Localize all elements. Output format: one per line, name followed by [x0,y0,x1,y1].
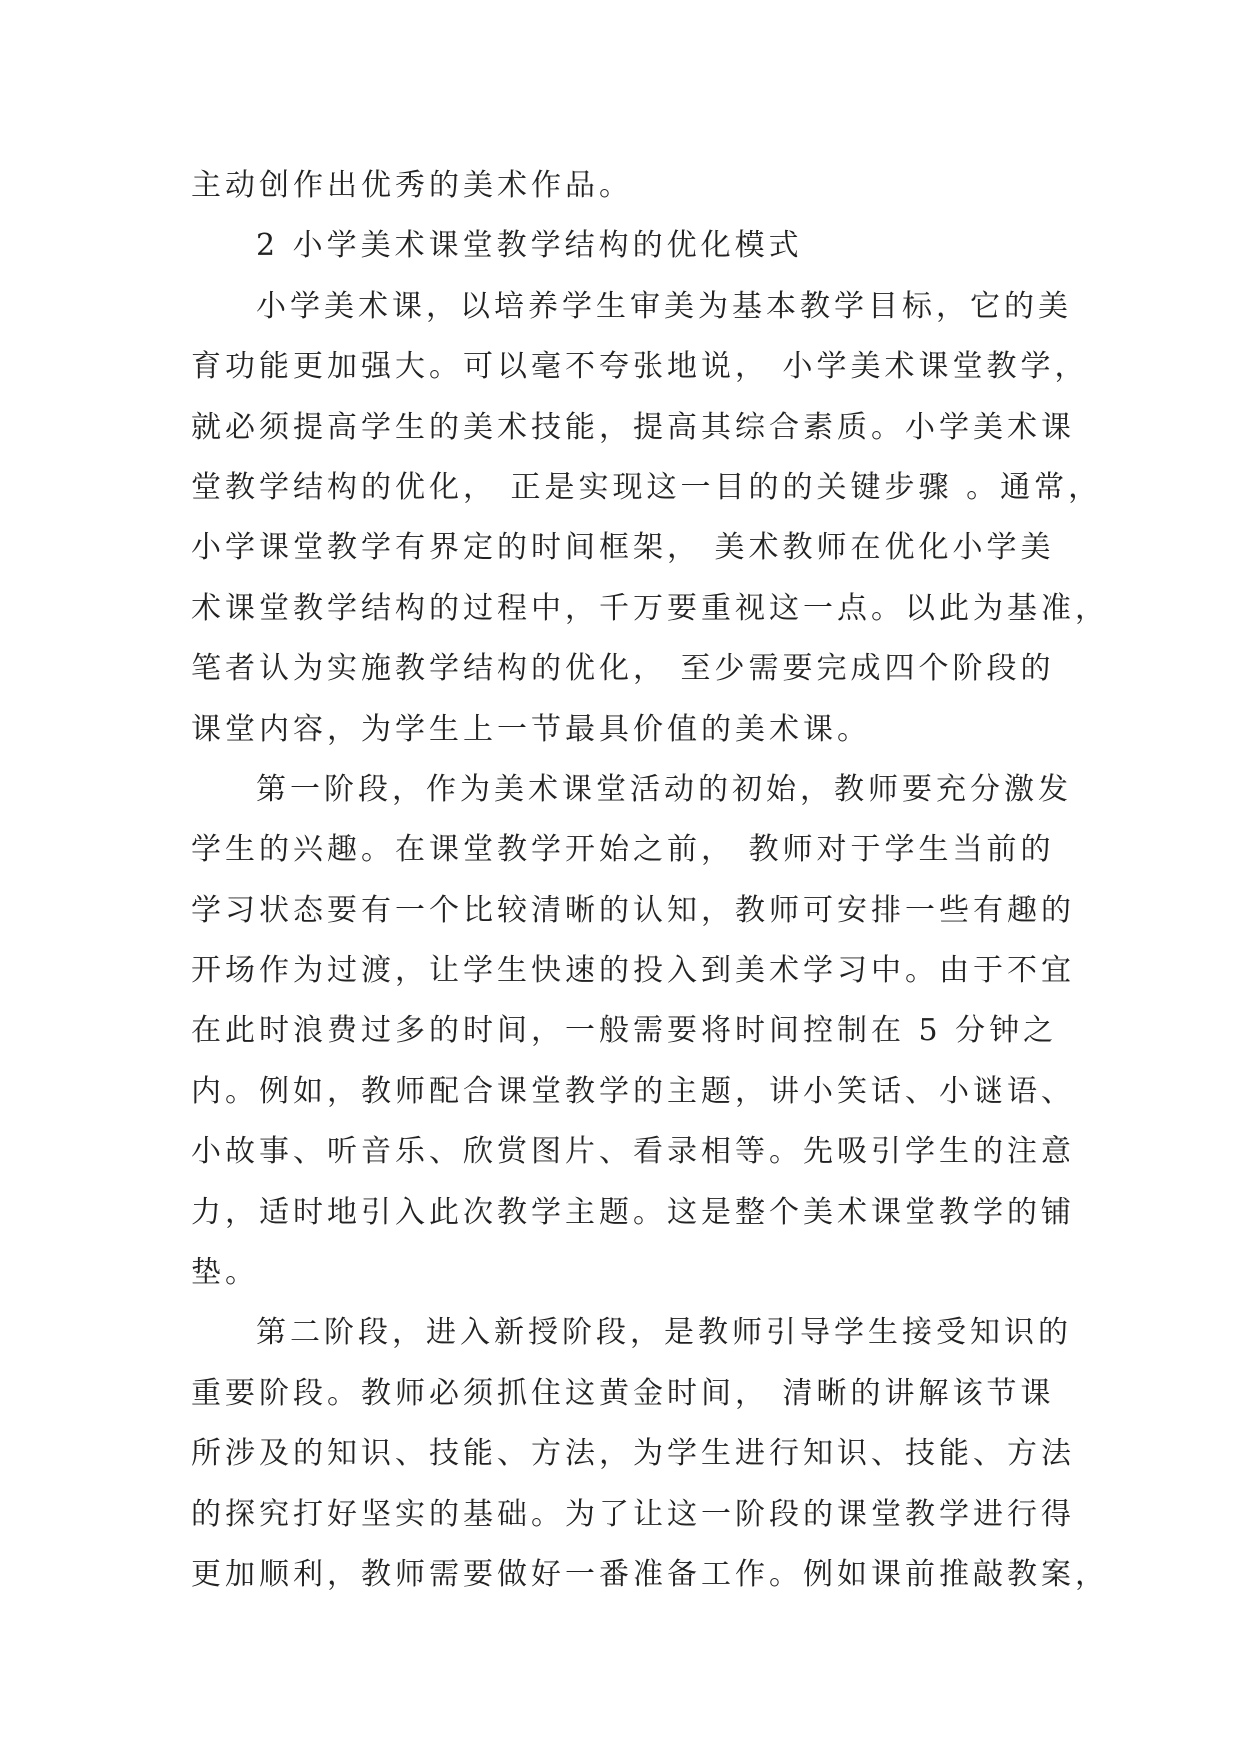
text-line: 在此时浪费过多的时间，一般需要将时间控制在 5 分钟之 [191,1013,1058,1049]
text-line: 更加顺利，教师需要做好一番准备工作。例如课前推敲教案， [191,1556,1109,1592]
document-body [191,156,1109,1605]
text-line: 开场作为过渡，让学生快速的投入到美术学习中。由于不宜 [191,953,1075,989]
text-line: 重要阶段。教师必须抓住这黄金时间， 清晰的讲解该节课 [191,1375,1055,1411]
text-line: 就必须提高学生的美术技能，提高其综合素质。小学美术课 [191,409,1075,445]
text-line: 堂教学结构的优化， 正是实现这一目的的关键步骤 。通常， [191,469,1103,505]
text-line: 第一阶段，作为美术课堂活动的初始，教师要充分激发 [256,771,1072,807]
text-line: 第二阶段，进入新授阶段，是教师引导学生接受知识的 [256,1315,1072,1351]
text-line: 课堂内容，为学生上一节最具价值的美术课。 [191,711,871,747]
text-line: 学生的兴趣。在课堂教学开始之前， 教师对于学生当前的 [191,832,1055,868]
text-line: 小故事、听音乐、欣赏图片、看录相等。先吸引学生的注意 [191,1134,1075,1170]
section-heading: 2 小学美术课堂教学结构的优化模式 [256,228,803,264]
text-line: 力，适时地引入此次教学主题。这是整个美术课堂教学的铺 [191,1194,1075,1230]
text-line: 所涉及的知识、技能、方法，为学生进行知识、技能、方法 [191,1436,1075,1472]
text-line: 小学美术课，以培养学生审美为基本教学目标，它的美 [256,288,1072,324]
text-line: 的探究打好坚实的基础。为了让这一阶段的课堂教学进行得 [191,1496,1075,1532]
text-line: 术课堂教学结构的过程中，千万要重视这一点。以此为基准， [191,590,1109,626]
text-line: 育功能更加强大。可以毫不夸张地说， 小学美术课堂教学， [191,349,1089,385]
text-line: 学习状态要有一个比较清晰的认知，教师可安排一些有趣的 [191,892,1075,928]
text-line: 笔者认为实施教学结构的优化， 至少需要完成四个阶段的 [191,651,1055,687]
text-line: 小学课堂教学有界定的时间框架， 美术教师在优化小学美 [191,530,1055,566]
text-line: 垫。 [191,1255,259,1291]
text-line: 内。例如，教师配合课堂教学的主题，讲小笑话、小谜语、 [191,1073,1075,1109]
text-line: 主动创作出优秀的美术作品。 [191,168,633,203]
